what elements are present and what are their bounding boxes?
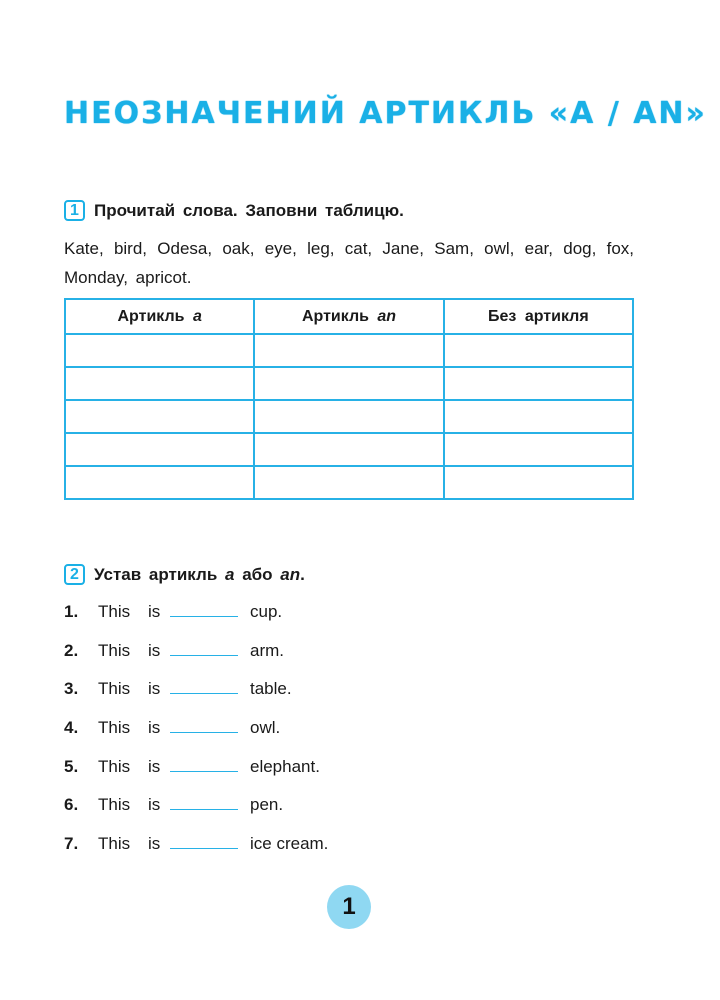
table-row xyxy=(65,367,633,400)
answer-blank[interactable] xyxy=(170,847,238,849)
table-cell[interactable] xyxy=(444,400,633,433)
answer-blank[interactable] xyxy=(170,731,238,733)
page-number-badge: 1 xyxy=(327,885,371,929)
table-cell[interactable] xyxy=(254,400,443,433)
table-row xyxy=(65,334,633,367)
table-cell[interactable] xyxy=(65,433,254,466)
table-cell[interactable] xyxy=(65,466,254,499)
answer-blank[interactable] xyxy=(170,692,238,694)
sentence-row: 1. This is cup. xyxy=(64,602,283,621)
table-row xyxy=(65,400,633,433)
sentence-row: 4. This is owl. xyxy=(64,718,281,738)
article-table xyxy=(64,298,634,500)
page-title: НЕОЗНАЧЕНИЙ АРТИКЛЬ «A / AN» xyxy=(64,96,707,131)
table-cell[interactable] xyxy=(65,400,254,433)
table-cell[interactable] xyxy=(254,367,443,400)
sentence-row: 6. This is pen. xyxy=(64,795,284,815)
table-cell[interactable] xyxy=(65,334,254,367)
exercise-1-heading xyxy=(64,200,404,221)
table-cell[interactable] xyxy=(444,334,633,367)
exercise-1-number: 1 xyxy=(64,200,85,221)
answer-blank[interactable] xyxy=(170,654,238,656)
sentence-list xyxy=(64,602,328,873)
table-cell[interactable] xyxy=(254,466,443,499)
sentence-row: 5. This is elephant. xyxy=(64,756,320,776)
exercise-2-number: 2 xyxy=(64,564,85,585)
word-list: Kate, bird, Odesa, oak, eye, leg, cat, Jane, Sam, owl, ear, dog, fox, Monday, apricot. xyxy=(64,239,634,287)
table-header-a: Артикль a xyxy=(65,299,254,334)
table-cell[interactable] xyxy=(444,433,633,466)
table-cell[interactable] xyxy=(254,433,443,466)
exercise-2-heading xyxy=(64,564,305,585)
table-header-an: Артикль an xyxy=(254,299,443,334)
table-row xyxy=(65,433,633,466)
table-cell[interactable] xyxy=(444,367,633,400)
answer-blank[interactable] xyxy=(170,615,238,617)
sentence-row: 2. This is arm. xyxy=(64,640,284,660)
table-cell[interactable] xyxy=(444,466,633,499)
answer-blank[interactable] xyxy=(170,770,238,772)
answer-blank[interactable] xyxy=(170,808,238,810)
sentence-row: 7. This is ice cream. xyxy=(64,834,329,854)
table-cell[interactable] xyxy=(254,334,443,367)
exercise-2-instruction: Устав артикль a або an. xyxy=(94,564,305,584)
table-cell[interactable] xyxy=(65,367,254,400)
table-row xyxy=(65,466,633,499)
table-header-none: Без артикля xyxy=(444,299,633,334)
sentence-row: 3. This is table. xyxy=(64,679,292,699)
exercise-1-instruction: Прочитай слова. Заповни таблицю. xyxy=(94,200,404,220)
